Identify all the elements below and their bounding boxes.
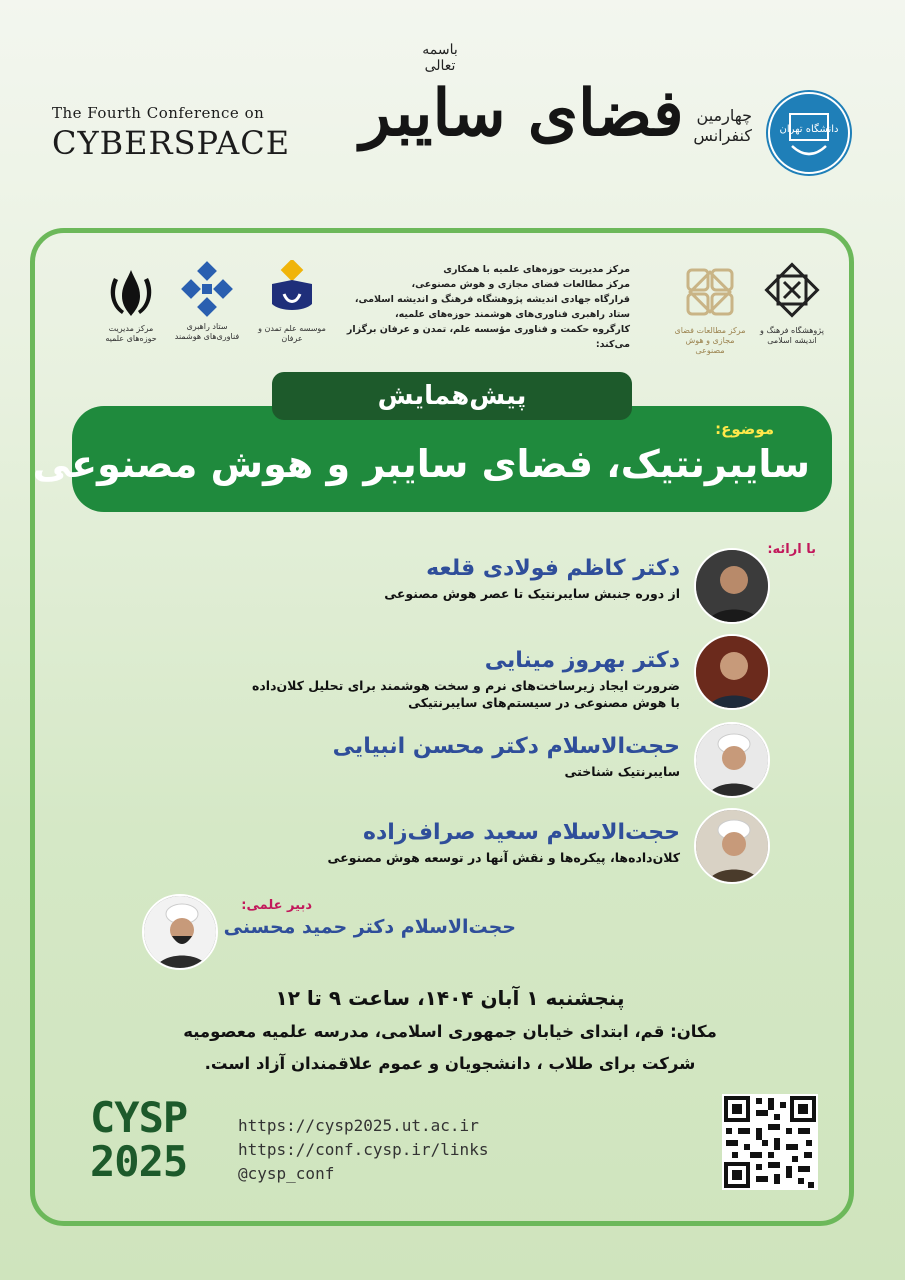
english-main-title: CYBERSPACE [52,124,291,162]
speaker-topic: از دوره جنبش سایبرنتیک تا عصر هوش مصنوعی [384,586,680,601]
persian-subtitle [652,106,752,146]
speaker-name: حجت‌الاسلام سعید صراف‌زاده [363,820,680,845]
university-logo [766,90,852,176]
collab-line: کارگروه حکمت و فناوری مؤسسه علم، تمدن و عرفان برگزار می‌کند: [346,324,630,350]
setad-emblem-icon [178,260,236,318]
speaker-name: دکتر بهروز مینایی [484,648,680,673]
qr-code[interactable] [722,1094,818,1190]
pazhuheshgah-logo [752,262,832,346]
cysp-logo-line1: CYSP [90,1093,188,1142]
pazhuheshgah-emblem-icon [760,262,824,322]
presenters-label: با ارائه: [767,542,816,557]
links-page-link[interactable]: https://conf.cysp.ir/links [238,1140,489,1159]
markaz-logo [674,262,746,356]
speaker-topic: سایبرنتیک شناختی [564,764,680,779]
speaker-topic: ضرورت ایجاد زیرساخت‌های نرم و سخت هوشمند برای تحلیل کلان‌داده با هوش مصنوعی در سیستم‌های سایبرنتیکی [252,678,680,710]
speaker-photo [694,548,770,624]
pazhuheshgah-caption: پژوهشگاه فرهنگ و اندیشه اسلامی [760,326,824,345]
moasese-emblem-icon [264,260,320,320]
university-logo-icon [766,90,852,176]
persian-subtitle-line2: کنفرانس [693,126,752,145]
collab-line: قرارگاه جهادی اندیشه پژوهشگاه فرهنگ و اندیشه اسلامی، [354,294,630,305]
speaker-1 [240,556,680,602]
secretary-label: دبیر علمی: [241,898,312,913]
setad-caption-line1: ستاد راهبری [186,322,228,331]
secretary-photo [142,894,218,970]
website-link[interactable]: https://cysp2025.ut.ac.ir [238,1116,479,1135]
persian-title: فضای سایبر [360,76,684,151]
collaboration-text [330,262,630,352]
university-logo-text: دانشگاه تهران [779,124,839,135]
collab-line: ستاد راهبری فناوری‌های هوشمند حوزه‌های علمیه، [395,309,630,320]
speaker-photo [694,634,770,710]
setad-caption-line2: فناوری‌های هوشمند [174,332,240,341]
cysp-logo-line2: 2025 [90,1137,188,1186]
topic-title: سایبرنتیک، فضای سایبر و هوش مصنوعی [32,442,810,486]
persian-subtitle-line1: چهارمین [696,106,752,125]
hawzeh-caption: مرکز مدیریت حوزه‌های علمیه [105,324,157,343]
speaker-name: حجت‌الاسلام دکتر محسن انبیایی [332,734,680,759]
bismillah-calligraphy: باسمه تعالی [422,42,458,74]
pre-conference-banner: پیش‌همایش [272,372,632,420]
english-title [52,104,291,162]
markaz-caption: مرکز مطالعات فضای مجازی و هوش مصنوعی [674,326,746,355]
speaker-name: دکتر کاظم فولادی قلعه [426,556,680,581]
speaker-4 [240,820,680,866]
iran-emblem-icon [104,266,158,320]
knot-emblem-icon [680,262,740,322]
cysp-logo [90,1093,200,1186]
english-subtitle: The Fourth Conference on [52,104,265,122]
topic-label: موضوع: [715,420,774,438]
moasese-logo [254,260,330,344]
speaker-3 [240,734,680,780]
speaker-topic: کلان‌داده‌ها، پیکره‌ها و نقش آنها در توسعه هوش مصنوعی [327,850,680,865]
qr-code-icon [722,1094,818,1190]
footer-links [238,1114,558,1186]
secretary-name: حجت‌الاسلام دکتر حمید محسنی [223,916,516,938]
collab-line: مرکز مدیریت حوزه‌های علمیه با همکاری [443,264,630,275]
speaker-2 [240,648,680,711]
event-open-note: شرکت برای طلاب ، دانشجویان و عموم علاقمندان آزاد است. [204,1054,696,1073]
event-date: پنجشنبه ۱ آبان ۱۴۰۴، ساعت ۹ تا ۱۲ [275,986,625,1010]
social-handle[interactable]: @cysp_conf [238,1164,335,1183]
moasese-caption: موسسه علم تمدن و عرفان [258,324,326,343]
speaker-photo [694,722,770,798]
speaker-photo [694,808,770,884]
event-place: مکان: قم، ابتدای خیابان جمهوری اسلامی، مدرسه علمیه معصومیه [183,1022,717,1041]
hawzeh-logo [96,266,166,344]
setad-logo [172,260,242,342]
collab-line: مرکز مطالعات فضای مجازی و هوش مصنوعی، [411,279,630,290]
